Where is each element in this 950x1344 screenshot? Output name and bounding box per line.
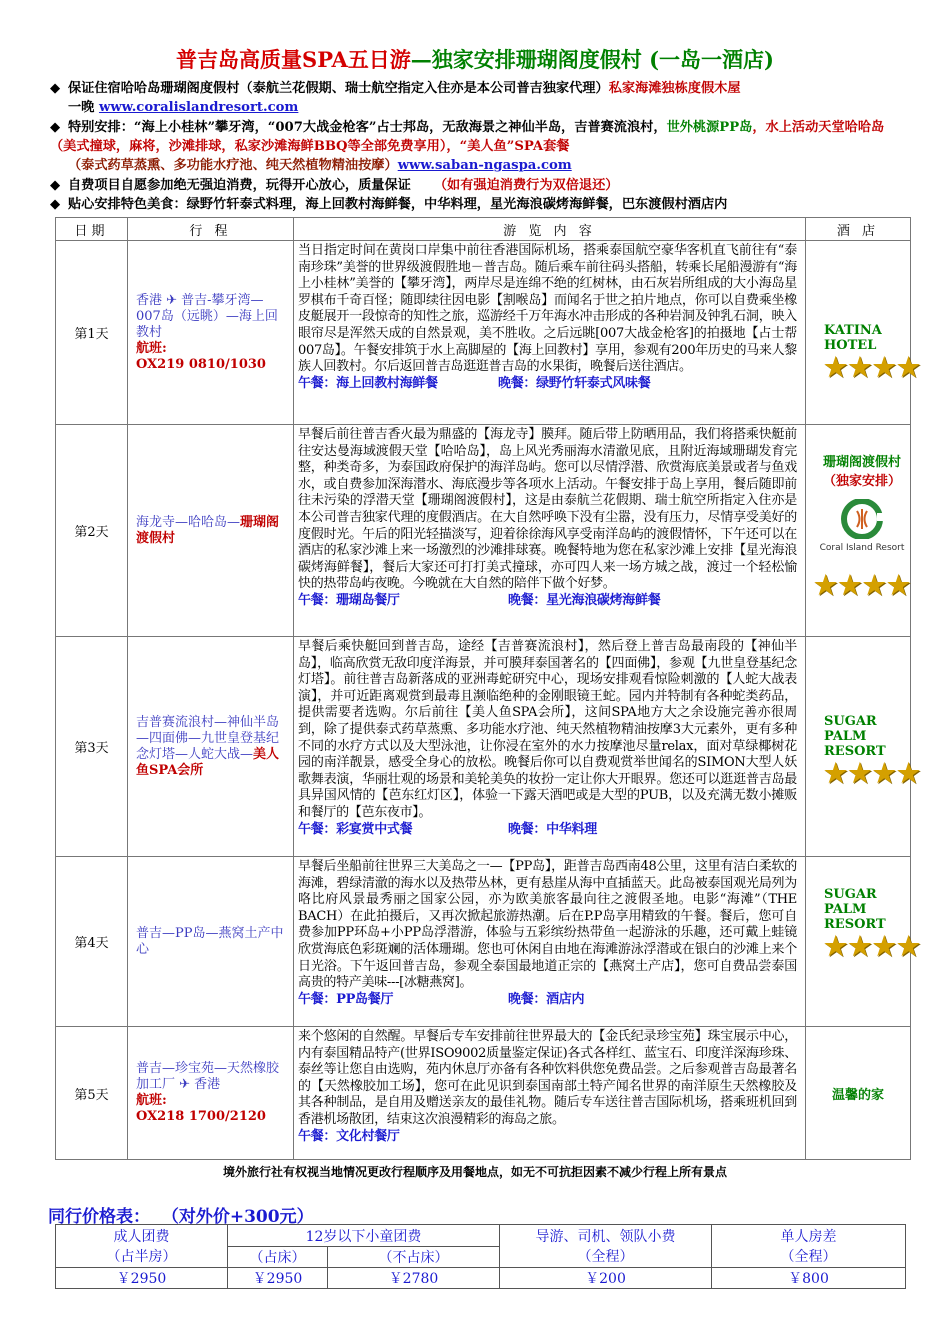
table-header-row <box>56 218 911 241</box>
desc-text: 当日指定时间在黄岗口岸集中前往香港国际机场，搭乘泰国航空豪华客机直飞前往有“泰南珍珠”美誉的世界级渡假胜地－普吉岛。随后乘车前往码头搭船，转乘长尾船漫游有“海上小桂林”美誉的【攀牙湾】，两岸尽是连绵不绝的红树林，由石灰岩所组成的大小海岛星罗棋布千奇百怪；随即续往因电影【割喉岛】而闻名于世之拍片地点，你可以自费乘坐橡皮艇展开一段惊奇的知性之旅，巡游经千万年海水冲击形成的各种岩洞及钟乳石洞，映入眼帘尽是浑然天成的自然景观，美不胜收。之后远眺[007大战金枪客]的拍摄地【占士帮007岛】。午餐安排筑于水上高脚屋的【海上回教村】享用，参观有200年历史的马来人黎族人回教村。尔后返回普吉岛逛逛普吉岛的水果街，晚餐后送往酒店。 <box>298 243 797 375</box>
bullet-food: ◆ 贴心安排特色美食：绿野竹轩泰式料理，海上回教村海鲜餐，中华料理，星光海浪碳烤海鲜餐，巴东渡假村酒店内 <box>50 197 728 212</box>
tip-header <box>500 1225 712 1268</box>
route-cell <box>128 637 294 857</box>
meal-line <box>298 376 797 393</box>
child-nobed-header: （不占床） <box>328 1247 500 1268</box>
flight-number: OX219 0810/1030 <box>136 356 266 372</box>
desc-cell <box>294 857 806 1027</box>
coral-island-logo <box>814 499 910 553</box>
title-sub: —独家安排珊瑚阁度假村 (一岛一酒店) <box>410 47 774 72</box>
price-header-row <box>56 1225 906 1247</box>
lunch: 午餐：珊瑚岛餐厅 <box>298 592 400 608</box>
bullet-accommodation: ◆ 保证住宿哈哈岛珊瑚阁度假村（泰航兰花假期、瑞士航空指定入住亦是本公司普吉独家代理）私家海滩独栋度假木屋 一晚 www.coralislandresort.com <box>50 81 741 115</box>
price-table <box>55 1224 906 1289</box>
route-cell <box>128 241 294 425</box>
hotel-name: KATINA HOTEL <box>824 322 882 353</box>
table-row <box>56 425 911 637</box>
table-row <box>56 637 911 857</box>
hotel-cell <box>806 425 911 637</box>
flight-number: OX218 1700/2120 <box>136 1109 266 1124</box>
child-nobed-price: ￥2780 <box>328 1268 500 1289</box>
single-price: ￥800 <box>712 1268 906 1289</box>
lunch: 午餐：文化村餐厅 <box>298 1128 400 1144</box>
desc-text: 早餐后前往普吉香火最为鼎盛的【海龙寺】膜拜。随后带上防晒用品，我们将搭乘快艇前往安达曼海域渡假天堂【哈哈岛】，岛上风光秀丽海水清澈见底，且附近海域珊瑚发育完整，种类奇多，为泰国政府保护的海洋岛屿。您可以尽情浮潜、欣赏海底美景或者与鱼戏水，或自费参加深海潜水、海底漫步等各项水上活动。午餐安排于岛上享用，餐后随即前往未污染的浮潜天堂【珊瑚阁渡假村】，这是由泰航兰花假期、瑞士航空所指定入住亦是本公司普吉独家代理的度假酒店。在大自然呼唤下没有尘嚣，没有压力，尽情享受美好的度假时光。午后的阳光轻描淡写，迎着徐徐海风享受南洋岛屿的渡假情怀，下午还可以在酒店的私家沙滩上来一场激烈的沙滩排球赛。晚餐特地为您在私家沙滩上安排【星光海浪碳烤海鲜餐】，餐后大家还可打打美式撞球，亦可四人来一场方城之战，渡过一个轻松愉快的热带岛屿夜晚。今晚就在大自然的陪伴下做个好梦。 <box>298 427 797 592</box>
day-cell: 第5天 <box>56 1027 128 1160</box>
star-rating-icon: ★★★★ <box>824 352 922 383</box>
bullet-highlight: 私家海滩独栋度假木屋 <box>608 81 741 96</box>
hotel-name: 温馨的家 <box>831 1087 884 1103</box>
bullet-selfpay: ◆ 自费项目自愿参加绝无强迫消费，玩得开心放心，质量保证 （如有强迫消费行为双倍退还） <box>50 178 619 193</box>
flight-label: 航班: <box>136 340 167 356</box>
bullet-text: 自费项目自愿参加绝无强迫消费，玩得开心放心，质量保证 <box>68 178 411 193</box>
route-cell <box>128 1027 294 1160</box>
price-value-row <box>56 1268 906 1289</box>
meal-line <box>298 822 797 839</box>
adult-price: ￥2950 <box>56 1268 228 1289</box>
title-main: 普吉岛高质量SPA五日游 <box>176 47 411 72</box>
itinerary-table <box>55 217 922 1160</box>
child-header: 12岁以下小童团费 <box>228 1225 500 1247</box>
lunch: 午餐：彩宴赏中式餐 <box>298 821 413 837</box>
hotel-name: 珊瑚阁渡假村 <box>822 455 901 470</box>
hotel-sub: （独家安排） <box>822 474 901 489</box>
tip-sub: （全程） <box>577 1249 634 1265</box>
bullet-highlight: （如有强迫消费行为双倍退还） <box>433 178 619 193</box>
page-title <box>0 44 950 74</box>
hotel-cell <box>806 637 922 857</box>
single-header <box>712 1225 906 1268</box>
bullet-text: 贴心安排特色美食：绿野竹轩泰式料理，海上回教村海鲜餐，中华料理，星光海浪碳烤海鲜餐，巴东渡假村酒店内 <box>68 197 728 212</box>
desc-cell <box>294 425 806 637</box>
meal-line <box>298 1129 797 1146</box>
day-cell: 第4天 <box>56 857 128 1027</box>
desc-text: 来个悠闲的自然醒。早餐后专车安排前往世界最大的【金氏纪录珍宝苑】珠宝展示中心，内有泰国精品特产(世界ISO9002质量鉴定保证)各式各样红、蓝宝石、印度洋深海珍珠、泰丝等让您自由选购，苑内休息厅亦备有各种饮料供您免费品尝。之后参观普吉岛最著名的【天然橡胶加工场】，您可在此见识到泰国南部土特产闻名世界的南洋原生天然橡胶及其各种制品，是自用及赠送亲友的最佳礼物。随后专车送往普吉国际机场，搭乘班机回到香港机场散团，结束这次浪漫精彩的海岛之旅。 <box>298 1029 797 1127</box>
route-text: 吉普赛流浪村—神仙半岛—四面佛—九世皇登基纪念灯塔—人蛇大战— <box>136 714 280 762</box>
meal-line <box>298 593 797 610</box>
coral-logo-icon <box>827 499 897 539</box>
route-text: 海龙寺—哈哈岛— <box>136 514 241 530</box>
table-row <box>56 241 911 425</box>
route-text: 香港 ✈ 普吉-攀牙湾—007岛（远眺）—海上回教村 <box>136 292 278 340</box>
bullet-text: 特别安排：“海上小桂林”攀牙湾，“007大战金枪客”占士邦岛，无敌海景之神仙半岛，吉普赛流浪村， <box>68 120 667 135</box>
hotel-name: SUGAR PALM RESORT <box>824 714 886 759</box>
bullet-highlight: 世外桃源PP岛 <box>666 120 753 135</box>
meal-line <box>298 992 797 1009</box>
bullet-highlight: （泰式药草蒸熏、多功能水疗池、纯天然植物精油按摩） <box>68 158 398 173</box>
desc-cell <box>294 241 806 425</box>
route-text: 普吉—珍宝苑—天然橡胶加工厂 ✈ 香港 <box>136 1061 280 1092</box>
child-bed-price: ￥2950 <box>228 1268 328 1289</box>
route-text: 普吉—PP岛—燕窝土产中心 <box>136 925 284 957</box>
desc-cell <box>294 1027 806 1160</box>
lunch: 午餐：海上回教村海鲜餐 <box>298 375 438 391</box>
hotel-cell <box>806 857 922 1027</box>
dinner: 晚餐：中华料理 <box>508 821 597 837</box>
route-cell <box>128 857 294 1027</box>
disclaimer-note: 境外旅行社有权视当地情况更改行程顺序及用餐地点，如无不可抗拒因素不减少行程上所有景点 <box>222 1165 727 1179</box>
desc-cell <box>294 637 806 857</box>
adult-header <box>56 1225 228 1268</box>
bullet-highlight: “美人鱼”SPA套餐 <box>459 139 570 154</box>
route-cell <box>128 425 294 637</box>
day-cell: 第3天 <box>56 637 128 857</box>
child-bed-header: （占床） <box>228 1247 328 1268</box>
logo-text: Coral Island Resort <box>819 543 905 553</box>
desc-text: 早餐后坐船前往世界三大美岛之一—【PP岛】，距普吉岛西南48公里，这里有洁白柔软的海滩，碧绿清澈的海水以及热带丛林，更有悬崖从海中直插蓝天。此岛被泰国观光局列为咯比府风景最秀丽之国家公园，亦为欧美旅客最向往之渡假圣地。电影“海滩”（THE BACH）在此拍摄后，又再次掀起旅游热潮。后在P.P岛享用精致的午餐。餐后，您可自费参加PP环岛+小PP岛浮潜游，体验与五彩缤纷热带鱼一起游泳的乐趣，还可戴上蛙镜欣赏海底色彩斑斓的活体珊瑚。您也可休闲自由地在海滩游泳浮潜或在银白的沙滩上来个日光浴。下午返回普吉岛，参观全泰国最地道正宗的【燕窝土产店】，您可自费品尝泰国高贵的特产美味---[冰糖燕窝]。 <box>298 859 797 991</box>
header-hotel: 酒 店 <box>806 218 911 241</box>
single-sub: （全程） <box>780 1249 837 1265</box>
flight-label: 航班: <box>136 1093 167 1108</box>
dinner: 晚餐：星光海浪碳烤海鲜餐 <box>508 592 661 608</box>
lunch: 午餐：PP岛餐厅 <box>298 991 394 1007</box>
hotel-cell <box>806 1027 911 1160</box>
bullet-special: ◆ 特别安排：“海上小桂林”攀牙湾，“007大战金枪客”占士邦岛，无敌海景之神仙半岛，吉普赛流浪村，世外桃源PP岛，水上活动天堂哈哈岛（美式撞球，麻将，沙滩排球，私家沙滩海鲜BBQ等全部免费享用），“美人鱼”SPA套餐 （泰式药草蒸熏、多功能水疗池、纯天然植物精油按摩）www.saban-ngaspa.com <box>50 120 885 173</box>
dinner: 晚餐：酒店内 <box>508 991 585 1007</box>
price-outside: （对外价+300元） <box>161 1207 314 1227</box>
desc-text: 早餐后乘快艇回到普吉岛，途经【吉普赛流浪村】，然后登上普吉岛最南段的【神仙半岛】，临高欣赏无敌印度洋海景，并可膜拜泰国著名的【四面佛】，参观【九世皇登基纪念灯塔】。前往普吉岛新落成的亚洲毒蛇研究中心，现场安排观看惊险刺激的【人蛇大战表演】，并可近距离观赏到最毒且濒临绝种的金刚眼镜王蛇。园内并特制有各种蛇类药品，提供需要者选购。尔后前往【美人鱼SPA会所】，这间SPA地方大之余设施完善亦很周到，除了提供泰式药草蒸熏、多功能水疗池、纯天然植物精油按摩3大元素外，更有多种不同的水疗方式以及大型泳池，让你浸在室外的水力按摩池尽量relax，面对草绿椰树花园的南洋靓景，感受全身心的放松。晚餐后你可以自费观赏举世闻名的SIMON大型人妖歌舞表演，华丽壮观的场景和美轮美奂的妆扮一定让你大开眼界。您还可以逛逛普吉岛最具异国风情的【芭东红灯区】，体验一下露天酒吧或是大型的PUB，以及充满无数小摊贩和餐厅的【芭东夜市】。 <box>298 639 797 820</box>
price-label: 同行价格表： <box>48 1207 150 1227</box>
adult-label: 成人团费 <box>113 1229 170 1245</box>
bullet-text: 一晚 <box>68 100 95 115</box>
bullet-text: 保证住宿哈哈岛珊瑚阁度假村（泰航兰花假期、瑞士航空指定入住亦是本公司普吉独家代理） <box>68 81 609 96</box>
single-label: 单人房差 <box>780 1229 837 1245</box>
table-row <box>56 857 911 1027</box>
header-content: 游 览 内 容 <box>294 218 806 241</box>
resort-link[interactable]: www.coralislandresort.com <box>98 100 299 115</box>
spa-link[interactable]: www.saban-ngaspa.com <box>397 158 572 173</box>
star-rating-icon: ★★★★ <box>824 932 922 962</box>
tip-price: ￥200 <box>500 1268 712 1289</box>
header-day: 日期 <box>56 218 128 241</box>
bullet-highlight: ，水上活动天堂哈哈岛（美式撞球，麻将，沙滩排球，私家沙滩海鲜BBQ等全部免费享用）， <box>50 120 885 154</box>
dinner: 晚餐：绿野竹轩泰式风味餐 <box>498 375 651 391</box>
route-highlight: 珊瑚阁渡假村 <box>136 514 280 546</box>
day-cell: 第2天 <box>56 425 128 637</box>
day-cell: 第1天 <box>56 241 128 425</box>
table-row <box>56 1027 911 1160</box>
star-rating-icon: ★★★★ <box>824 759 922 789</box>
header-route: 行 程 <box>128 218 294 241</box>
adult-sub: （占半房） <box>106 1249 177 1265</box>
hotel-name: SUGAR PALM RESORT <box>824 887 886 932</box>
tip-label: 导游、司机、领队小费 <box>535 1229 676 1245</box>
route-highlight: 美人鱼SPA会所 <box>136 746 280 778</box>
hotel-cell <box>806 241 922 425</box>
star-rating-icon: ★★★★ <box>814 571 912 601</box>
